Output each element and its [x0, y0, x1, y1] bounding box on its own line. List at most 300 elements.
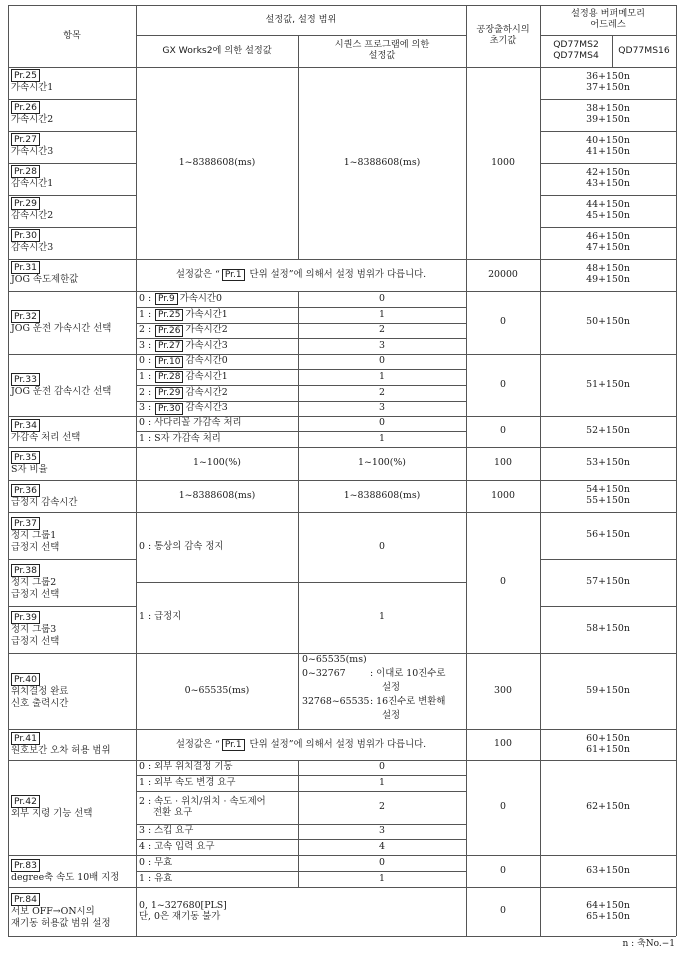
pr26-label: 가속시간2: [11, 114, 54, 125]
row-pr34-label: [11, 416, 135, 447]
pr42-tag: Pr.42: [11, 795, 40, 808]
header-factory-default: [466, 5, 540, 67]
pr32-opt3-num: 3 :: [139, 339, 152, 351]
pr25-label: 가속시간1: [11, 82, 54, 93]
header-buffer-memory-line1: 설정용 버퍼메모리: [571, 8, 645, 20]
grid-line: [8, 887, 676, 888]
pr34-val0: 0: [379, 417, 385, 429]
grid-line: [540, 35, 676, 36]
pr35-tag: Pr.35: [11, 451, 40, 464]
header-qd77ms2: QD77MS2: [553, 39, 599, 51]
accdec-seq-range-text: 1~8388608(ms): [343, 156, 421, 168]
pr40-label2: 신호 출력시간: [11, 697, 69, 709]
pr83-default: [466, 855, 540, 887]
pr35-seq-range: [298, 447, 466, 480]
pr40-seq-line3: 설정: [382, 682, 401, 693]
pr33-tag: Pr.33: [11, 373, 40, 386]
pr25-addr2: 37+150n: [586, 82, 630, 93]
grid-line: [298, 35, 299, 259]
pr32-value-3: [298, 338, 466, 354]
header-gx-works-text: GX Works2에 의한 설정값: [162, 44, 272, 56]
pr35-gx-text: 1~100(%): [193, 457, 241, 469]
pr32-opt1-text: 가속시간1: [185, 308, 228, 320]
pr32-value-2: [298, 323, 466, 338]
stop-value-1: [298, 582, 466, 653]
pr83-val1: 1: [379, 872, 385, 884]
pr32-addr: 50+150n: [586, 316, 630, 328]
pr33-opt3-text: 감속시간3: [185, 402, 228, 414]
header-buffer-memory-line2: 어드레스: [590, 19, 626, 30]
pr32-val2: 2: [379, 324, 385, 336]
pr35-gx-range: [136, 447, 298, 480]
pr42-opt1-text: 1 : 외부 속도 변경 요구: [139, 776, 236, 788]
pr32-opt3-text: 가속시간3: [185, 339, 228, 351]
pr37-address: [540, 512, 676, 559]
row-pr84-label: [11, 887, 135, 936]
pr84-tag: Pr.84: [11, 893, 40, 906]
pr37-label2: 급정지 선택: [11, 542, 60, 553]
pr83-opt0-text: 0 : 무효: [139, 856, 173, 868]
row-pr38-label: [11, 559, 135, 606]
grid-line: [466, 5, 467, 936]
pr33-opt2-num: 2 :: [139, 386, 152, 398]
pr29-tag: Pr.29: [11, 197, 40, 210]
grid-line: [8, 416, 676, 417]
pr32-address: [540, 291, 676, 354]
pr35-default: [466, 447, 540, 480]
row-pr31-label: [11, 261, 135, 291]
pr32-val1: 1: [379, 308, 385, 320]
header-item-text: 항목: [63, 29, 81, 41]
pr32-opt2-tag: Pr.26: [155, 325, 183, 337]
pr36-default-text: 1000: [491, 489, 515, 501]
pr29-addr1: 44+150n: [586, 199, 630, 211]
pr42-opt4-text: 4 : 고속 입력 요구: [139, 840, 215, 852]
grid-line: [136, 839, 466, 840]
grid-line: [8, 259, 676, 260]
grid-line: [136, 824, 466, 825]
pr84-label2: 재기동 허용값 범위 설정: [11, 918, 111, 929]
pr27-addr1: 40+150n: [586, 135, 630, 147]
pr32-opt0-text: 가속시간0: [179, 292, 222, 304]
grid-line: [8, 131, 136, 132]
grid-line: [540, 195, 676, 196]
stop-val1: 1: [379, 611, 385, 623]
pr34-label: 가감속 처리 선택: [11, 432, 81, 444]
pr42-option-0: [139, 760, 297, 775]
header-setting-range-text: 설정값, 설정 범위: [265, 13, 337, 25]
pr41-tag: Pr.41: [11, 732, 40, 745]
grid-line: [540, 5, 541, 936]
header-sequence-program-line1: 시퀀스 프로그램에 의한: [334, 39, 430, 51]
grid-line: [8, 480, 676, 481]
stop-default-text: 0: [500, 576, 506, 588]
accdec-gx-range: [136, 67, 298, 259]
pr42-val1: 1: [379, 776, 385, 788]
pr41-default-text: 100: [494, 738, 512, 750]
pr33-label: JOG 운전 감속시간 선택: [11, 385, 112, 397]
pr31-addr1: 48+150n: [586, 263, 630, 275]
pr33-value-3: [298, 401, 466, 416]
row-pr41-label: [11, 729, 135, 760]
pr30-addr1: 46+150n: [586, 231, 630, 243]
pr33-default: [466, 354, 540, 416]
pr42-value-4: [298, 839, 466, 855]
grid-line: [540, 227, 676, 228]
stop-value-0: [298, 512, 466, 582]
pr42-value-1: [298, 775, 466, 791]
pr32-option-0: [139, 291, 297, 307]
pr83-label: degree축 속도 10배 지정: [11, 871, 120, 883]
pr33-val2: 2: [379, 386, 385, 398]
header-qd77ms16: QD77MS16: [618, 44, 670, 56]
grid-line: [136, 35, 466, 36]
grid-line: [612, 35, 613, 67]
row-pr26-label: [11, 101, 135, 131]
pr26-addr2: 39+150n: [586, 114, 630, 125]
pr34-option-0: [139, 416, 297, 431]
grid-line: [136, 791, 466, 792]
pr25-tag: Pr.25: [11, 69, 40, 82]
pr27-addr2: 41+150n: [586, 146, 630, 157]
row-pr30-label: [11, 229, 135, 259]
pr32-opt3-tag: Pr.27: [155, 340, 183, 352]
pr39-label2: 급정지 선택: [11, 636, 60, 647]
pr32-default-text: 0: [500, 316, 506, 328]
pr41-note-pre: 설정값은 “: [175, 738, 220, 750]
accdec-default: [466, 67, 540, 259]
row-pr25-label: [11, 69, 135, 99]
grid-line: [136, 323, 466, 324]
pr42-value-2: [298, 791, 466, 824]
pr83-addr: 63+150n: [586, 864, 630, 876]
pr32-label: JOG 운전 가속시간 선택: [11, 323, 112, 335]
grid-line: [8, 559, 136, 560]
pr42-label: 외부 지령 기능 선택: [11, 808, 93, 820]
pr32-option-2: [139, 323, 297, 338]
pr83-address: [540, 855, 676, 887]
row-pr39-label: [11, 606, 135, 653]
pr83-option-1: [139, 871, 297, 887]
pr36-seq-range: [298, 480, 466, 512]
stop-opt1-text: 1 : 급정지: [139, 611, 182, 623]
pr33-val3: 3: [379, 402, 385, 414]
pr33-opt0-tag: Pr.10: [155, 356, 183, 368]
grid-line: [676, 5, 677, 936]
pr35-address: [540, 447, 676, 480]
pr41-label: 원호보간 오차 허용 범위: [11, 745, 111, 757]
pr42-option-3: [139, 824, 297, 839]
pr33-opt2-tag: Pr.29: [155, 387, 183, 399]
pr34-value-1: [298, 431, 466, 447]
header-sequence-program: [298, 35, 466, 67]
pr27-label: 가속시간3: [11, 146, 54, 157]
pr30-tag: Pr.30: [11, 229, 40, 242]
pr34-addr: 52+150n: [586, 425, 630, 437]
pr35-seq-text: 1~100(%): [358, 457, 406, 469]
accdec-seq-range: [298, 67, 466, 259]
pr42-option-4: [139, 839, 297, 855]
pr31-default: [466, 259, 540, 291]
pr36-tag: Pr.36: [11, 484, 40, 497]
header-factory-default-line1: 공장출하시의: [476, 24, 530, 36]
pr28-addr2: 43+150n: [586, 178, 630, 189]
grid-line: [8, 5, 676, 6]
pr42-opt2-text2: 전환 요구: [153, 806, 193, 818]
grid-line: [540, 99, 676, 100]
pr27-address: [540, 131, 676, 163]
pr83-opt1-text: 1 : 유효: [139, 872, 173, 884]
row-pr83-label: [11, 855, 135, 887]
pr32-val0: 0: [379, 292, 385, 304]
pr84-range-line1: 0, 1~327680[PLS]: [139, 899, 227, 911]
pr84-addr1: 64+150n: [586, 899, 630, 911]
pr31-note-pre: 설정값은 “: [175, 269, 220, 280]
grid-line: [136, 5, 137, 936]
pr84-default-text: 0: [500, 905, 506, 917]
pr36-label: 급정지 감속시간: [11, 496, 78, 508]
row-pr33-label: [11, 354, 135, 416]
pr34-opt1-text: 1 : S자 가감속 처리: [139, 432, 221, 444]
pr33-default-text: 0: [500, 378, 506, 390]
pr30-address: [540, 227, 676, 259]
stop-option-0: [139, 512, 297, 582]
row-pr29-label: [11, 197, 135, 227]
pr34-address: [540, 416, 676, 447]
row-pr36-label: [11, 480, 135, 512]
pr40-seq-line5: 설정: [382, 710, 401, 721]
grid-line: [8, 291, 676, 292]
pr28-addr1: 42+150n: [586, 167, 630, 179]
grid-line: [540, 131, 676, 132]
grid-line: [136, 431, 466, 432]
pr33-option-0: [139, 354, 297, 369]
header-setting-range: [136, 5, 466, 35]
stop-val0: 0: [379, 540, 385, 552]
pr38-label1: 정지 그룹2: [11, 577, 57, 589]
pr40-seq-line2: [302, 669, 465, 683]
pr36-address: [540, 480, 676, 512]
pr42-default-text: 0: [500, 801, 506, 813]
pr33-val1: 1: [379, 370, 385, 382]
pr33-opt1-tag: Pr.28: [155, 371, 183, 383]
grid-line: [8, 606, 136, 607]
pr33-opt3-tag: Pr.30: [155, 403, 183, 415]
grid-line: [136, 775, 466, 776]
pr42-addr: 62+150n: [586, 801, 630, 813]
grid-line: [8, 227, 136, 228]
grid-line: [136, 582, 466, 583]
stop-option-1: [139, 582, 297, 653]
grid-line: [540, 163, 676, 164]
pr40-seq-line4-b: : 16진수로 변환해: [370, 696, 446, 707]
pr33-value-1: [298, 369, 466, 385]
pr25-address: [540, 67, 676, 99]
pr34-value-0: [298, 416, 466, 431]
pr39-addr: 58+150n: [586, 623, 630, 635]
grid-line: [8, 67, 676, 68]
pr33-option-2: [139, 385, 297, 401]
pr83-default-text: 0: [500, 864, 506, 876]
grid-line: [540, 606, 676, 607]
pr33-opt0-num: 0 :: [139, 355, 152, 367]
pr40-seq-line4-a: 32768~65535: [302, 696, 370, 707]
pr42-default: [466, 760, 540, 855]
pr32-option-1: [139, 307, 297, 323]
pr33-address: [540, 354, 676, 416]
pr33-opt3-num: 3 :: [139, 402, 152, 414]
pr33-opt0-text: 감속시간0: [185, 355, 228, 367]
pr32-opt2-num: 2 :: [139, 324, 152, 336]
pr84-address: [540, 887, 676, 936]
pr31-range-note: [136, 259, 466, 291]
grid-line: [136, 307, 466, 308]
pr37-addr: 56+150n: [586, 529, 630, 541]
pr42-value-3: [298, 824, 466, 839]
header-factory-default-line2: 초기값: [489, 35, 517, 46]
pr34-default: [466, 416, 540, 447]
pr36-gx-text: 1~8388608(ms): [178, 489, 256, 501]
pr40-gx-range: [136, 653, 298, 729]
row-pr28-label: [11, 165, 135, 195]
pr42-value-0: [298, 760, 466, 775]
pr27-tag: Pr.27: [11, 133, 40, 146]
pr33-val0: 0: [379, 355, 385, 367]
accdec-default-text: 1000: [491, 156, 515, 168]
row-pr40-label: [11, 653, 135, 729]
pr41-address: [540, 729, 676, 760]
pr39-address: [540, 606, 676, 653]
pr30-label: 감속시간3: [11, 242, 54, 253]
pr40-tag: Pr.40: [11, 673, 40, 686]
pr32-value-0: [298, 291, 466, 307]
pr32-opt1-tag: Pr.25: [155, 309, 183, 321]
pr32-value-1: [298, 307, 466, 323]
pr40-seq-line2-b: : 이대로 10진수로: [370, 668, 446, 679]
pr38-address: [540, 559, 676, 606]
pr42-option-2: [139, 791, 297, 824]
pr42-val3: 3: [379, 825, 385, 837]
pr26-tag: Pr.26: [11, 101, 40, 114]
grid-line: [8, 760, 676, 761]
header-sequence-program-line2: 설정값: [368, 50, 396, 61]
grid-line: [136, 338, 466, 339]
pr29-address: [540, 195, 676, 227]
pr42-opt2-text: 2 : 속도 · 위치/위치 · 속도제어: [139, 795, 266, 807]
pr84-addr2: 65+150n: [586, 910, 630, 922]
pr34-default-text: 0: [500, 425, 506, 437]
footnote: [622, 939, 675, 953]
grid-line: [136, 401, 466, 402]
grid-line: [8, 512, 676, 513]
grid-line: [8, 855, 676, 856]
pr32-opt2-text: 가속시간2: [185, 324, 228, 336]
pr36-gx-range: [136, 480, 298, 512]
accdec-gx-range-text: 1~8388608(ms): [178, 156, 256, 168]
row-pr27-label: [11, 133, 135, 163]
pr40-label1: 위치결정 완료: [11, 685, 69, 697]
pr40-seq-range: [302, 655, 465, 728]
pr36-addr1: 54+150n: [586, 484, 630, 496]
pr31-tag: Pr.31: [11, 261, 40, 274]
grid-line: [298, 291, 299, 729]
grid-line: [8, 653, 676, 654]
header-buffer-memory: [540, 5, 676, 35]
pr41-addr1: 60+150n: [586, 732, 630, 744]
pr31-label: JOG 속도제한값: [11, 274, 79, 285]
pr36-default: [466, 480, 540, 512]
pr33-opt1-text: 감속시간1: [185, 370, 228, 382]
pr32-val3: 3: [379, 339, 385, 351]
pr83-tag: Pr.83: [11, 859, 40, 872]
pr28-address: [540, 163, 676, 195]
pr40-gx-text: 0~65535(ms): [184, 684, 250, 696]
row-pr32-label: [11, 291, 135, 354]
grid-line: [8, 195, 136, 196]
header-qd77ms4: QD77MS4: [553, 50, 599, 61]
grid-line: [8, 163, 136, 164]
pr40-seq-line2-a: 0~32767: [302, 668, 346, 679]
pr32-opt0-tag: Pr.9: [155, 293, 178, 305]
header-qd77ms16: [612, 35, 676, 67]
header-qd77ms2-ms4: [540, 35, 612, 67]
grid-line: [8, 936, 676, 937]
grid-line: [136, 369, 466, 370]
pr41-default: [466, 729, 540, 760]
pr40-seq-line4: [302, 697, 465, 711]
pr83-value-1: [298, 871, 466, 887]
pr83-value-0: [298, 855, 466, 871]
pr40-seq-line1: 0~65535(ms): [302, 654, 367, 665]
pr42-option-1: [139, 775, 297, 791]
pr34-val1: 1: [379, 432, 385, 444]
pr31-default-text: 20000: [488, 268, 518, 280]
pr83-val0: 0: [379, 856, 385, 868]
pr25-addr1: 36+150n: [586, 71, 630, 83]
pr26-addr1: 38+150n: [586, 103, 630, 115]
pr84-range: [139, 887, 339, 936]
pr26-address: [540, 99, 676, 131]
pr37-tag: Pr.37: [11, 517, 40, 530]
row-pr35-label: [11, 447, 135, 480]
pr83-option-0: [139, 855, 297, 871]
pr40-default-text: 300: [494, 684, 512, 696]
pr41-range-note: [136, 729, 466, 760]
pr31-address: [540, 259, 676, 291]
pr37-label1: 정지 그룹1: [11, 530, 57, 542]
pr34-option-1: [139, 431, 297, 447]
pr32-opt0-num: 0 :: [139, 292, 152, 304]
pr33-value-2: [298, 385, 466, 401]
pr34-tag: Pr.34: [11, 419, 40, 432]
stop-opt0-text: 0 : 통상의 감속 정지: [139, 540, 224, 552]
pr36-addr2: 55+150n: [586, 495, 630, 506]
footnote-text: n : 축No.−1: [622, 939, 675, 949]
pr41-note-post: 단위 설정”에 의해서 설정 범위가 다릅니다.: [246, 738, 427, 750]
grid-line: [136, 385, 466, 386]
pr38-tag: Pr.38: [11, 564, 40, 577]
pr84-label1: 서보 OFF→ON시의: [11, 906, 95, 918]
grid-line: [136, 871, 466, 872]
grid-line: [540, 559, 676, 560]
pr38-label2: 급정지 선택: [11, 589, 60, 600]
pr36-seq-text: 1~8388608(ms): [343, 489, 421, 501]
pr32-option-3: [139, 338, 297, 354]
pr42-opt0-text: 0 : 외부 위치결정 기동: [139, 761, 233, 773]
pr84-default: [466, 887, 540, 936]
stop-default: [466, 512, 540, 653]
pr32-opt1-num: 1 :: [139, 308, 152, 320]
